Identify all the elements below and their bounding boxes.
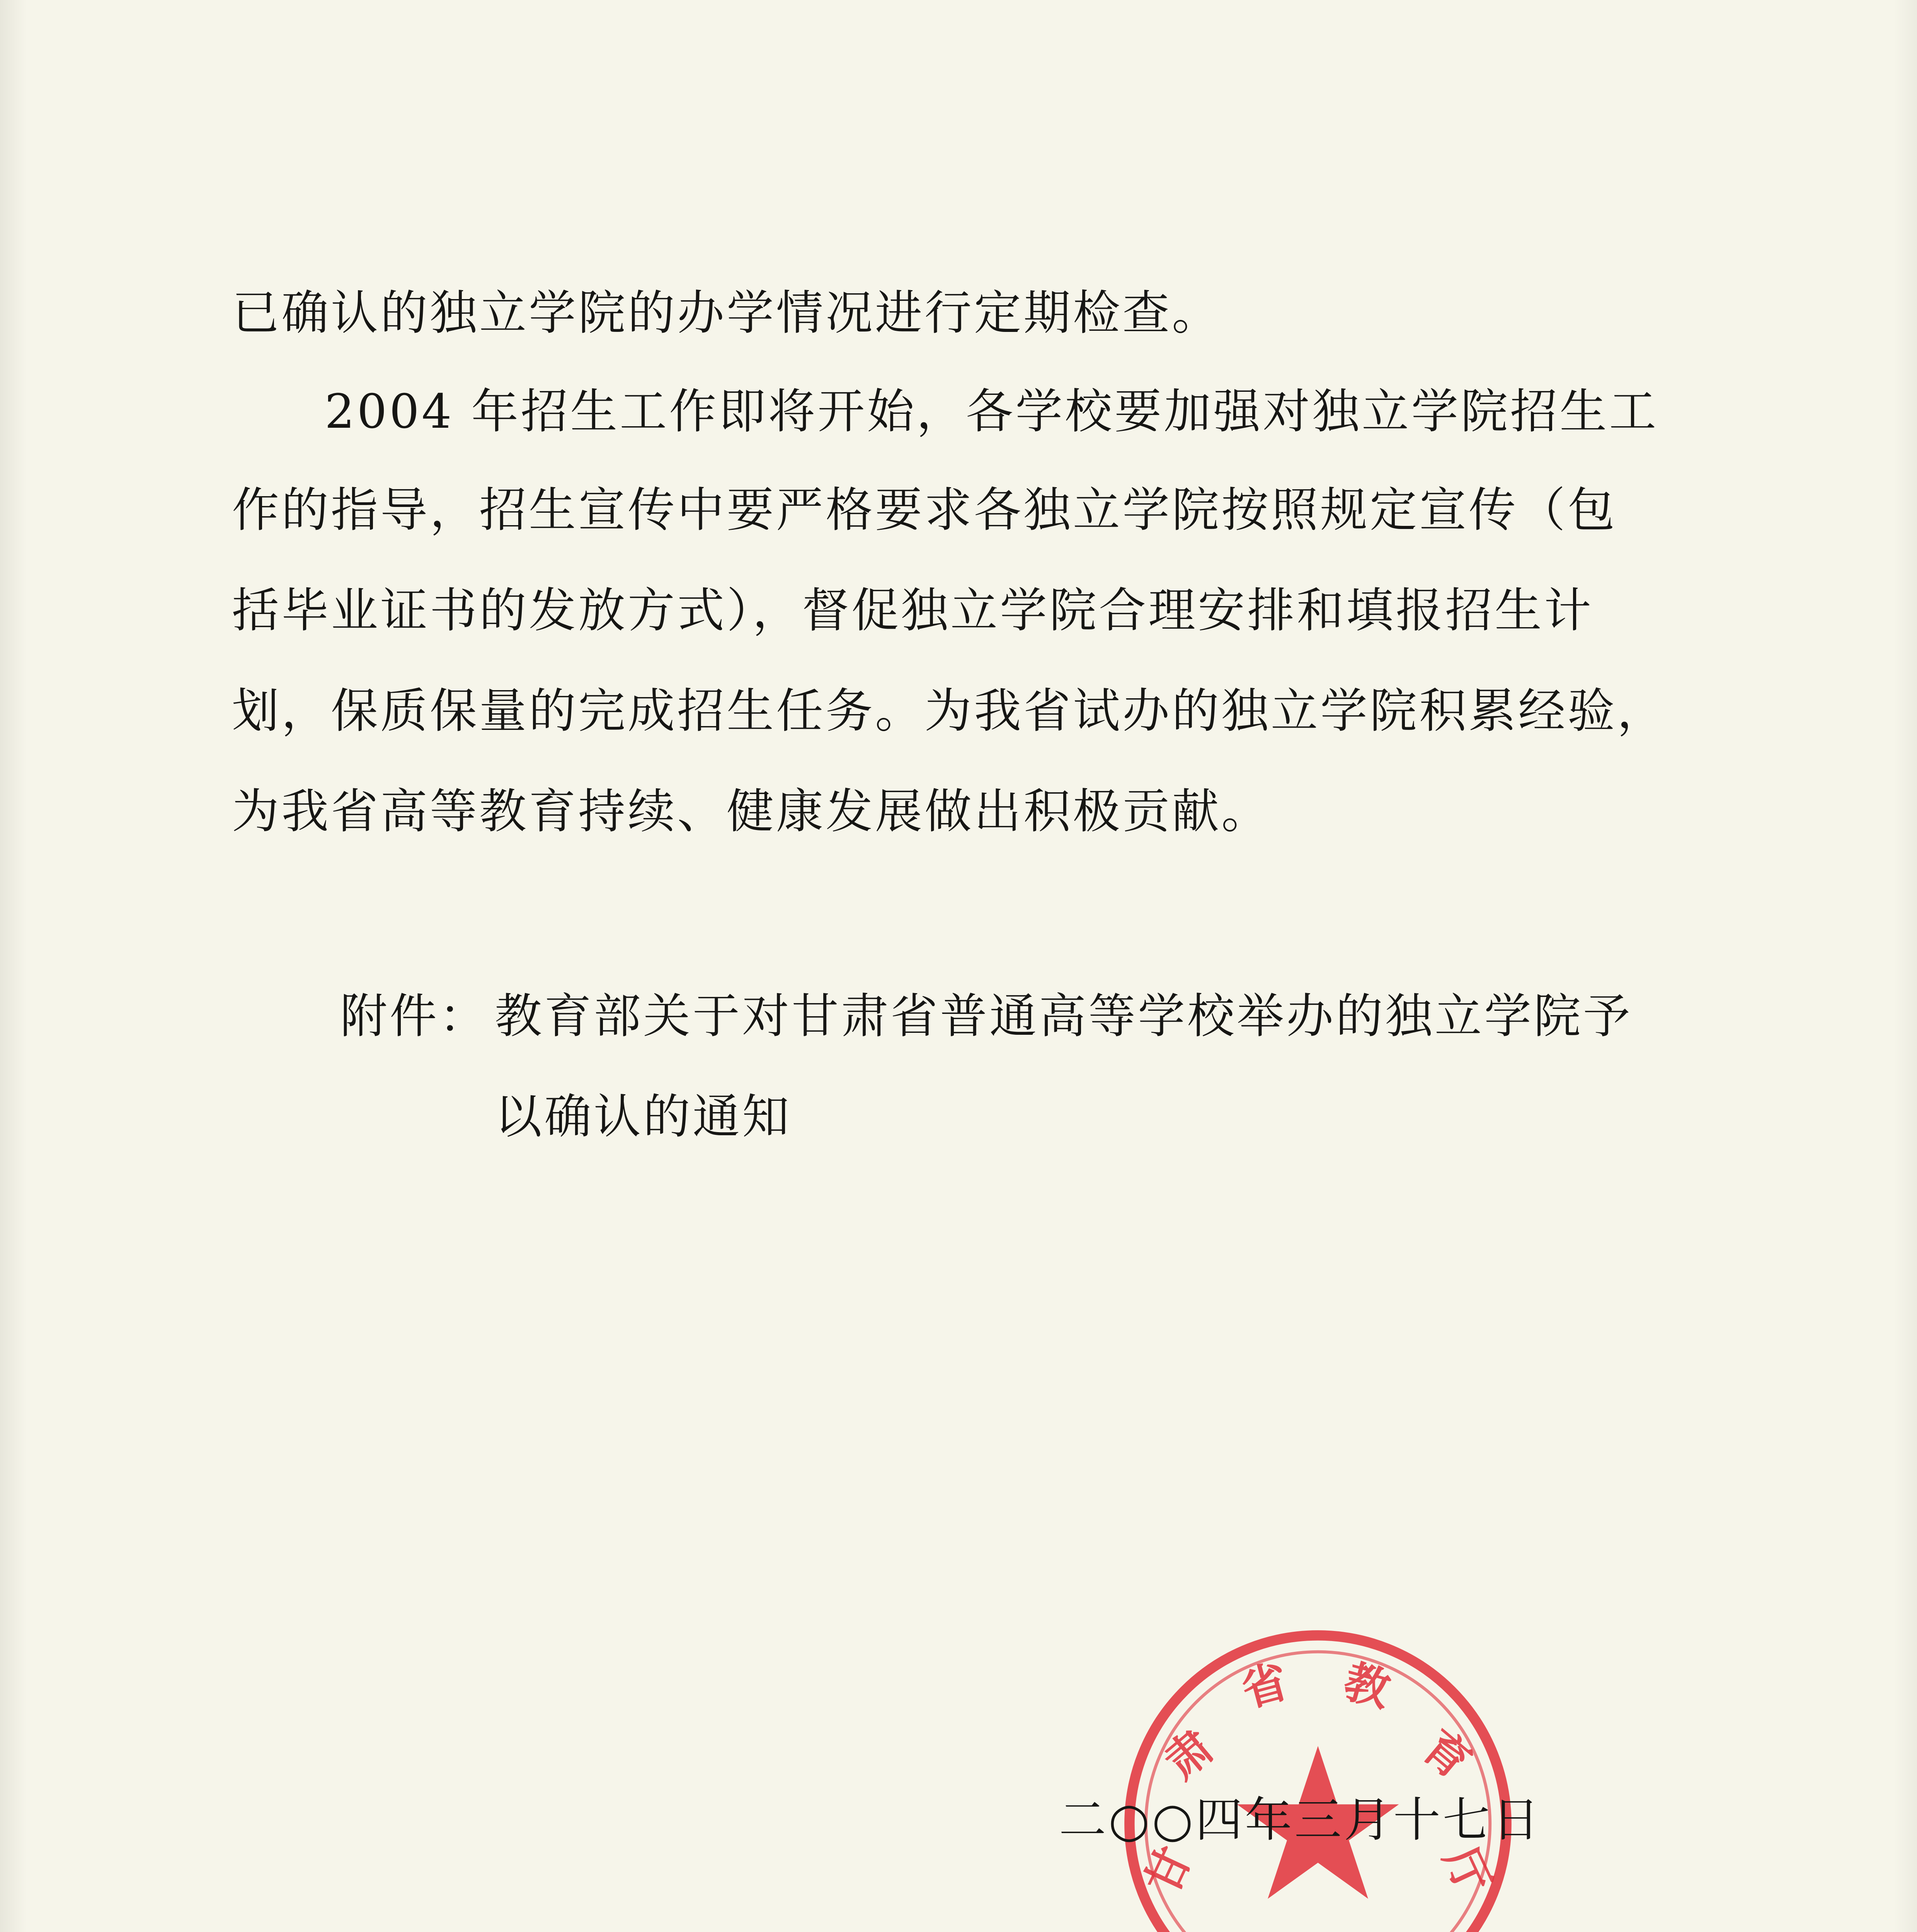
attachment-label: 附件：: [340, 989, 489, 1044]
attachment-line-1: 教育部关于对甘肃省普通高等学校举办的独立学院予: [495, 989, 1633, 1044]
official-seal-stamp: [1113, 1619, 1523, 1932]
svg-text:厅: 厅: [1433, 1839, 1501, 1902]
body-line-4: 括毕业证书的发放方式），督促独立学院合理安排和填报招生计: [232, 583, 1594, 638]
body-line-2: 2004 年招生工作即将开始，各学校要加强对独立学院招生工: [325, 384, 1659, 439]
document-date: 二○○四年三月十七日: [1059, 1793, 1542, 1847]
body-line-1: 已确认的独立学院的办学情况进行定期检查。: [232, 286, 1221, 340]
svg-text:育: 育: [1412, 1720, 1481, 1789]
body-line-6: 为我省高等教育持续、健康发展做出积极贡献。: [232, 784, 1271, 839]
scan-edge-left: [0, 0, 27, 1932]
svg-text:甘: 甘: [1135, 1839, 1202, 1902]
svg-text:省: 省: [1236, 1655, 1294, 1718]
svg-text:教: 教: [1338, 1655, 1396, 1718]
body-line-5: 划，保质保量的完成招生任务。为我省试办的独立学院积累经验，: [232, 684, 1667, 738]
body-line-3: 作的指导，招生宣传中要严格要求各独立学院按照规定宣传（包: [232, 483, 1617, 537]
scan-edge-right: [1894, 0, 1917, 1932]
attachment-line-2: 以确认的通知: [495, 1089, 792, 1144]
svg-text:肃: 肃: [1155, 1720, 1224, 1789]
